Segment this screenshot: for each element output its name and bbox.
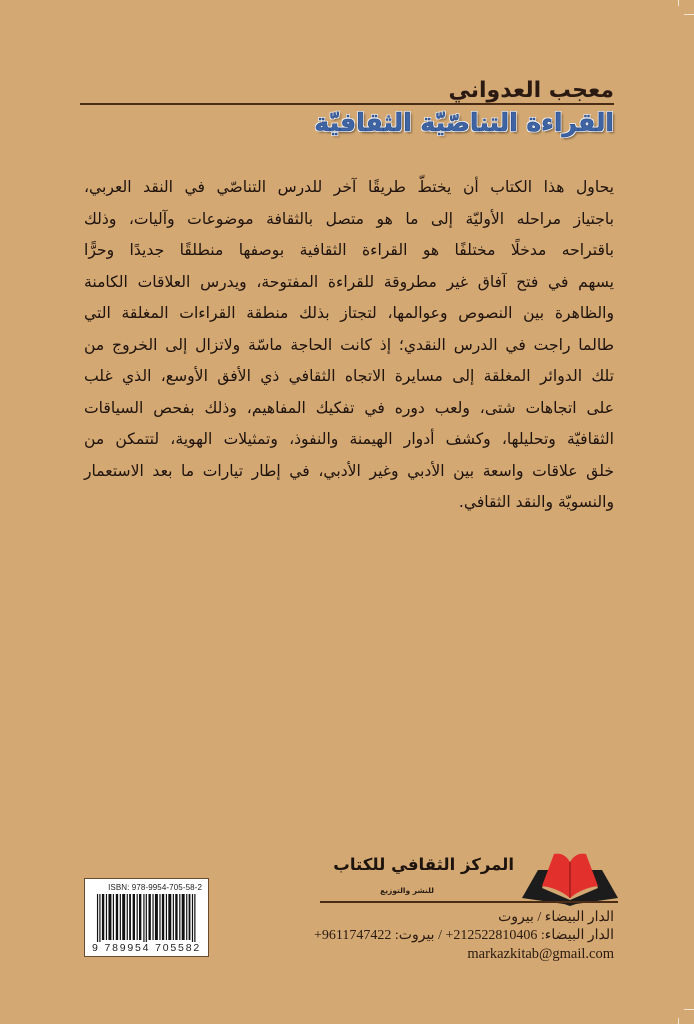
- blurb-line: والنسويّة والنقد الثقافي.: [458, 493, 614, 511]
- publisher-tagline: للنشر والتوزيع: [380, 886, 434, 895]
- publisher-name: المركز الثقافي للكتاب: [333, 855, 514, 874]
- blurb-line: الثقافيّة وتحليلها، وكشف أدوار الهيمنة والنفوذ، وتمثيلات الهوية، لتتمكن من: [84, 430, 614, 448]
- publisher-cities: الدار البيضاء / بيروت: [498, 910, 614, 925]
- publisher-email: markazkitab@gmail.com: [467, 946, 614, 962]
- crop-mark: [678, 1018, 679, 1024]
- publisher-phones: الدار البيضاء: 212522810406+ / بيروت: 9611747422+: [314, 928, 614, 943]
- publisher-divider: [320, 901, 618, 903]
- blurb-line: باجتياز مراحله الأوليّة إلى ما هو متصل بالثقافة موضوعات وآليات، وذلك: [84, 209, 614, 228]
- isbn-label: ISBN: 978-9954-705-58-2: [108, 883, 202, 892]
- author-name: معجب العدواني: [448, 78, 614, 103]
- blurb-line: خلق علاقات واسعة بين الأدبي وغير الأدبي، في إطار تيارات ما بعد الاستعمار: [84, 461, 614, 480]
- crop-mark: [684, 1009, 694, 1010]
- blurb-text: [84, 172, 614, 519]
- book-title: القراءة التناصّيّة الثقافيّة: [314, 108, 614, 137]
- barcode-digits: [91, 942, 202, 954]
- crop-mark: [678, 0, 679, 6]
- barcode-digit-prefix: 9: [92, 942, 100, 954]
- publisher-contact: [314, 909, 614, 963]
- blurb-line: باقتراحه مدخلًا مختلفًا هو القراءة الثقافية بوصفها منطلقًا جديدًا وحرًّا: [84, 241, 614, 259]
- isbn-barcode: [84, 878, 209, 957]
- blurb-line: تلك الدوائر المغلقة إلى مسايرة الاتجاه الثقافي ذي الأفق الأوسع، الذي غلب: [84, 367, 614, 385]
- blurb-line: على اتجاهات شتى، ولعب دوره في تفكيك المفاهيم، وذلك بفحص السياقات: [84, 398, 614, 417]
- blurb-line: يسهم في فتح آفاق غير مطروقة للقراءة المفتوحة، ويدرس العلاقات الكامنة: [84, 272, 614, 291]
- publisher-logo-open-book-icon: [520, 848, 620, 906]
- blurb-line: والظاهرة بين النصوص وعوالمها، لتجتاز بذلك منطقة القراءات المغلقة التي: [84, 304, 614, 322]
- barcode-digits-right: 705582: [155, 942, 201, 954]
- blurb-line: يحاول هذا الكتاب أن يختطّ طريقًا آخر للدرس التناصّي في النقد العربي،: [84, 178, 614, 196]
- header-divider: [80, 103, 614, 105]
- blurb-line: طالما راجت في الدرس النقدي؛ إذ كانت الحاجة ماسّة ولاتزال إلى الخروج من: [84, 335, 614, 354]
- crop-mark: [684, 14, 694, 15]
- barcode-digits-left: 789954: [104, 942, 151, 954]
